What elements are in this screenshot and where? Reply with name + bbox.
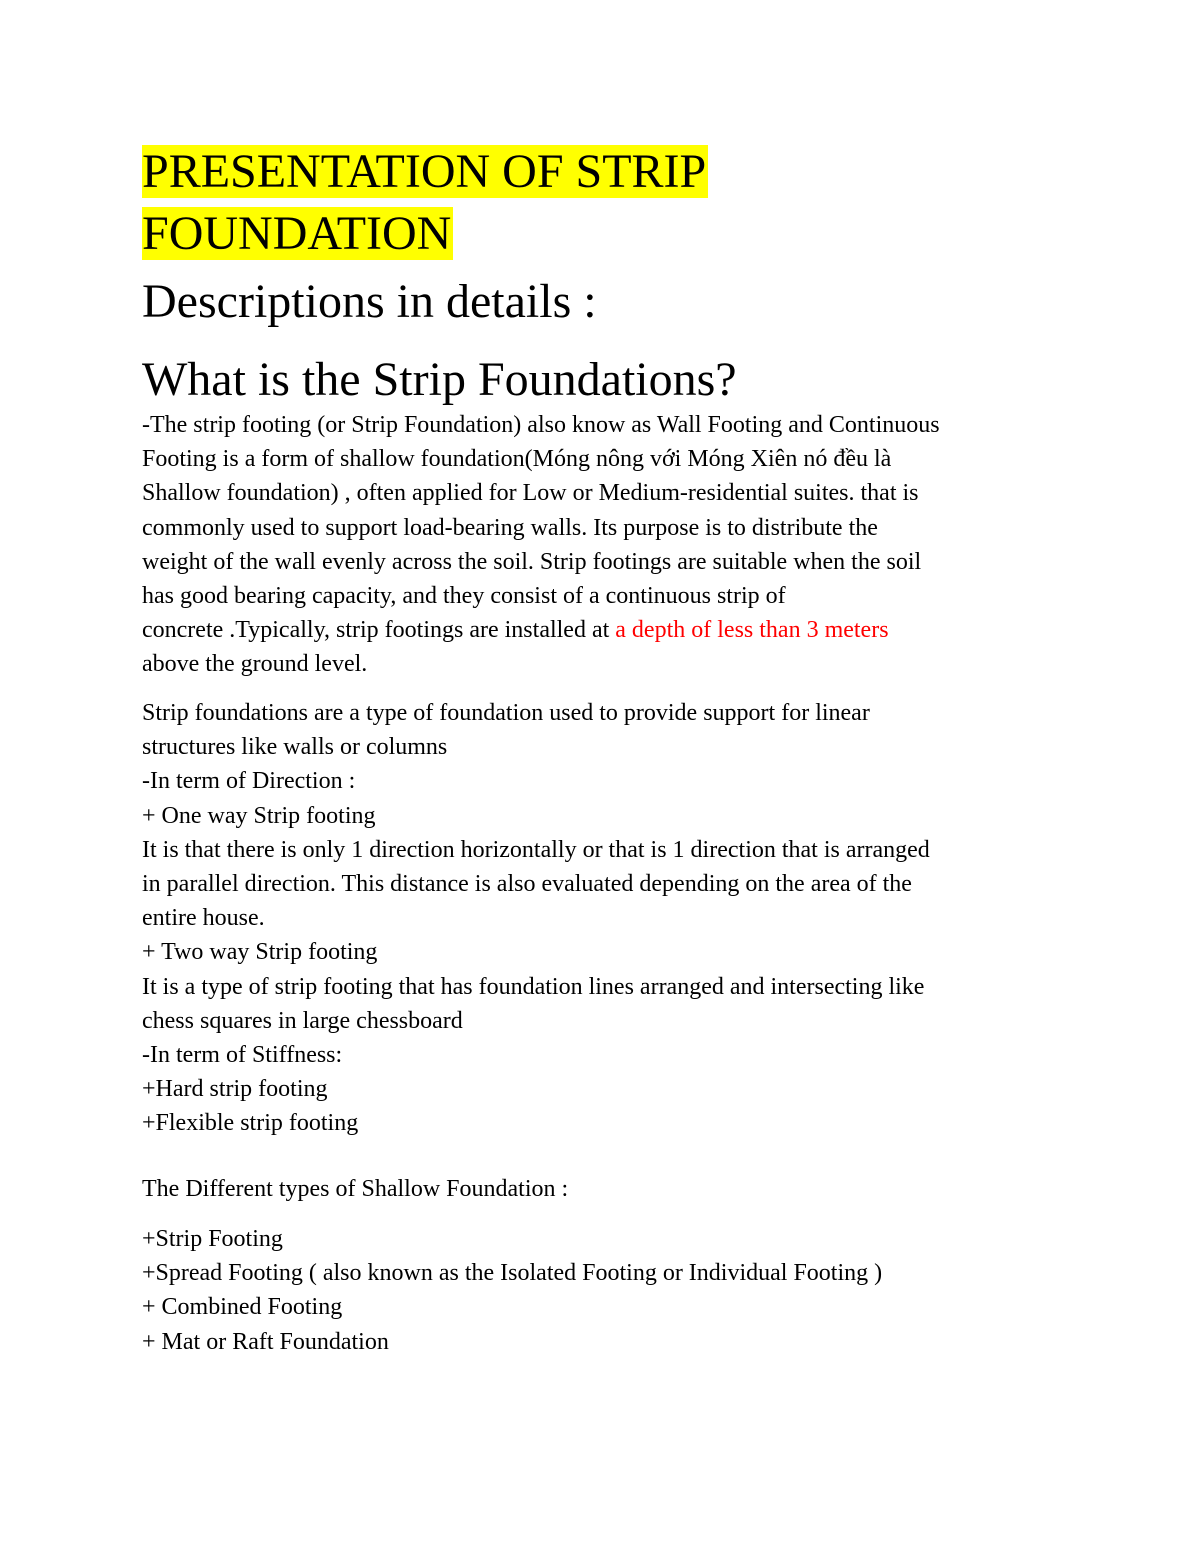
title-highlight-1: PRESENTATION OF STRIP xyxy=(142,145,707,198)
two-way-description: It is a type of strip footing that has foundation lines arranged and intersecting like xyxy=(142,973,925,1000)
shallow-list-item: +Spread Footing ( also known as the Isolated Footing or Individual Footing ) xyxy=(142,1260,883,1287)
one-way-description: in parallel direction. This distance is also evaluated depending on the area of the xyxy=(142,870,912,897)
shallow-list-item: +Strip Footing xyxy=(142,1226,283,1252)
shallow-heading-text: The Different types of Shallow Foundation : xyxy=(142,1176,569,1202)
shallow-list-item: + Combined Footing xyxy=(142,1294,343,1321)
types-section xyxy=(142,696,1142,1140)
intro-line: commonly used to support load-bearing walls. Its purpose is to distribute the xyxy=(142,514,878,541)
section-question: What is the Strip Foundations? xyxy=(142,353,737,406)
intro-line: Footing is a form of shallow foundation(Móng nông với Móng Xiên nó đều là xyxy=(142,446,892,473)
title-line-2 xyxy=(142,206,453,262)
depth-emphasis: a depth of less than 3 meters xyxy=(615,617,889,644)
shallow-list xyxy=(142,1222,1142,1359)
intro-paragraph xyxy=(142,408,1142,682)
hard-footing-item: +Hard strip footing xyxy=(142,1076,328,1103)
title-highlight-2: FOUNDATION xyxy=(142,207,452,260)
types-line: structures like walls or columns xyxy=(142,734,448,761)
intro-text: concrete .Typically, strip footings are installed at xyxy=(142,617,616,644)
intro-line xyxy=(142,613,1142,647)
subtitle: Descriptions in details : xyxy=(142,275,597,328)
shallow-list-item: + Mat or Raft Foundation xyxy=(142,1328,389,1355)
one-way-item: + One way Strip footing xyxy=(142,802,376,829)
intro-line: has good bearing capacity, and they consist of a continuous strip of xyxy=(142,582,786,609)
two-way-item: + Two way Strip footing xyxy=(142,939,378,966)
shallow-heading xyxy=(142,1172,1142,1206)
intro-line: -The strip footing (or Strip Foundation) also know as Wall Footing and Continuous xyxy=(142,412,940,438)
intro-line: above the ground level. xyxy=(142,651,368,678)
title-line-1 xyxy=(142,144,708,200)
stiffness-heading: -In term of Stiffness: xyxy=(142,1041,343,1068)
types-line: Strip foundations are a type of foundation used to provide support for linear xyxy=(142,700,870,726)
two-way-description: chess squares in large chessboard xyxy=(142,1007,463,1034)
intro-line: Shallow foundation) , often applied for Low or Medium-residential suites. that is xyxy=(142,480,919,507)
direction-heading: -In term of Direction : xyxy=(142,768,356,795)
one-way-description: entire house. xyxy=(142,905,265,932)
one-way-description: It is that there is only 1 direction horizontally or that is 1 direction that is arranged xyxy=(142,836,930,863)
flexible-footing-item: +Flexible strip footing xyxy=(142,1110,359,1137)
intro-line: weight of the wall evenly across the soil. Strip footings are suitable when the soil xyxy=(142,548,922,575)
